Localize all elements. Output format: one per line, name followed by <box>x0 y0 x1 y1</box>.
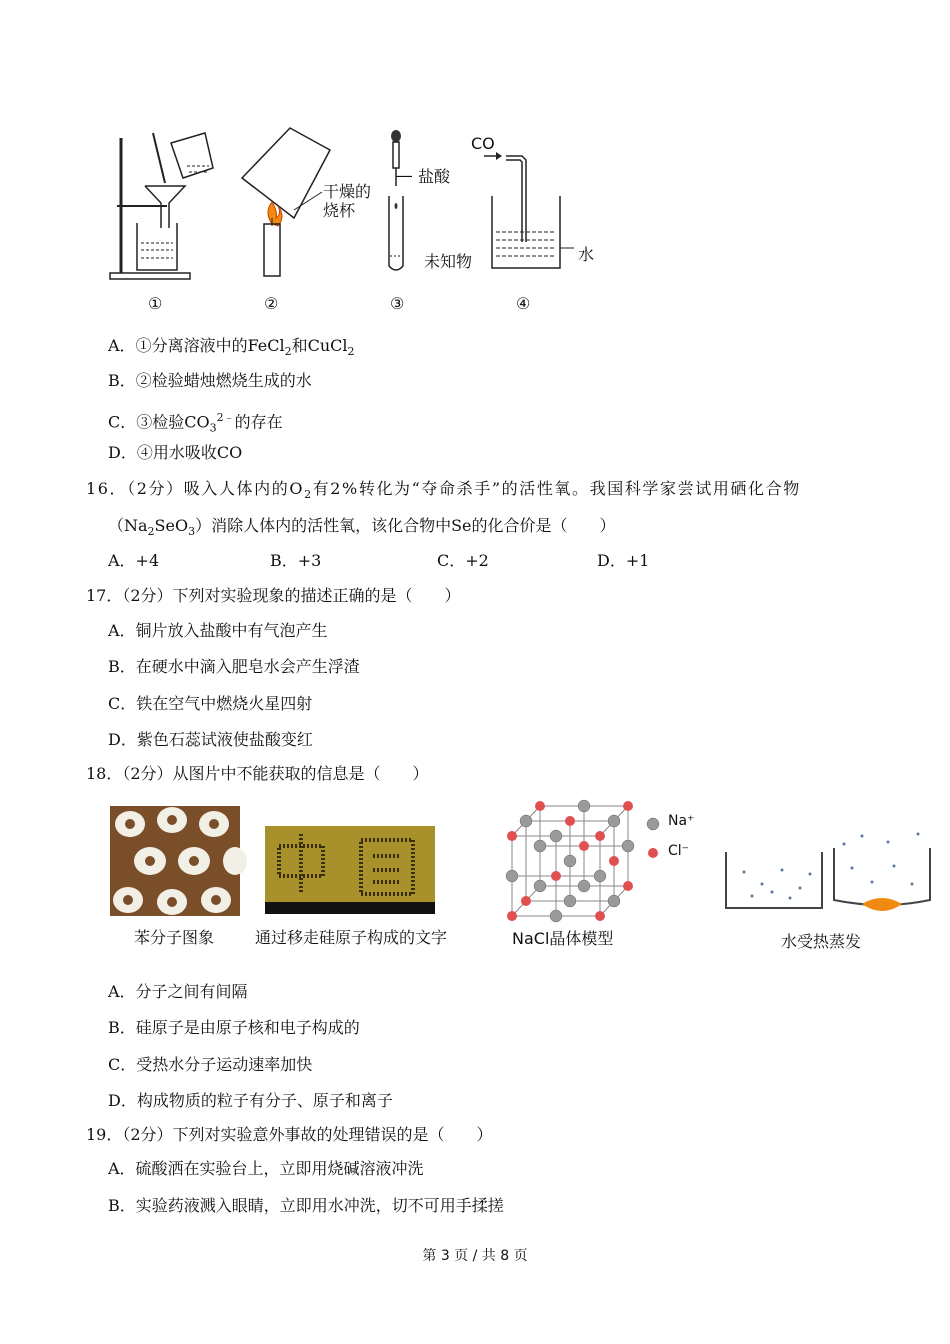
hydrochloric-acid-text: 盐酸 <box>418 167 451 186</box>
q17-option-a: A．铜片放入盐酸中有气泡产生 <box>108 621 328 640</box>
apparatus-figure-1 <box>105 128 225 288</box>
na-ion-legend-icon <box>646 817 660 831</box>
cl-ion-legend-icon <box>646 846 660 860</box>
q15-option-c: C．③检验$CO_3^{2﹣}$的存在 <box>108 411 283 435</box>
figure-label-2: ② <box>264 294 279 313</box>
unknown-substance-label: 未知物 <box>424 252 473 271</box>
apparatus-figure-3 <box>384 128 424 278</box>
page-footer: 第 3 页 / 共 8 页 <box>422 1248 528 1264</box>
q15-option-b: B．②检验蜡烛燃烧生成的水 <box>108 371 312 390</box>
q17-option-b: B．在硬水中滴入肥皂水会产生浮渣 <box>108 657 360 676</box>
q19-option-a: A．硫酸洒在实验台上，立即用烧碱溶液冲洗 <box>108 1159 424 1178</box>
q17-option-c: C．铁在空气中燃烧火星四射 <box>108 694 313 713</box>
q16-stem-line1: 16．（2分）吸入人体内的$O_2$有2%转化为“夺命杀手”的活性氧。我国科学家尝试用硒化合物 <box>86 479 801 502</box>
caption-benzene: 苯分子图象 <box>134 928 215 947</box>
q15-option-d: D．④用水吸收CO <box>108 443 243 462</box>
figure-label-3: ③ <box>390 294 405 313</box>
silicon-atom-text-image <box>265 826 435 914</box>
benzene-molecule-image <box>110 806 240 916</box>
q17-stem: 17．（2分）下列对实验现象的描述正确的是（ ） <box>86 586 461 605</box>
q18-stem: 18．（2分）从图片中不能获取的信息是（ ） <box>86 764 429 783</box>
dry-beaker-label: 干燥的 烧杯 <box>323 182 372 220</box>
hydrochloric-acid-label: ― <box>396 166 412 185</box>
figure-label-1: ① <box>148 294 163 313</box>
q16-option-c: C．+2 <box>437 551 489 570</box>
q18-option-d: D．构成物质的粒子有分子、原子和离子 <box>108 1091 393 1110</box>
q19-option-b: B．实验药液溅入眼睛，立即用水冲洗，切不可用手揉搓 <box>108 1196 504 1215</box>
q18-option-a: A．分子之间有间隔 <box>108 982 248 1001</box>
na-ion-legend-label: Na⁺ <box>668 813 695 829</box>
q18-option-c: C．受热水分子运动速率加快 <box>108 1055 313 1074</box>
figure-label-4: ④ <box>516 294 531 313</box>
q16-option-d: D．+1 <box>597 551 650 570</box>
flame-icon <box>268 202 282 226</box>
caption-nacl: NaCl晶体模型 <box>512 929 614 948</box>
q16-stem-line2: $(Na_2SeO_3)$消除人体内的活性氧，该化合物中Se的化合价是（ ） <box>108 516 616 539</box>
q16-option-a: A．+4 <box>108 551 160 570</box>
nacl-crystal-model <box>500 798 650 923</box>
caption-water: 水受热蒸发 <box>781 932 862 951</box>
cl-ion-legend-label: Cl⁻ <box>668 843 690 859</box>
caption-silicon: 通过移走硅原子构成的文字 <box>255 928 448 947</box>
water-label: 水 <box>578 245 595 264</box>
q19-stem: 19．（2分）下列对实验意外事故的处理错误的是（ ） <box>86 1125 493 1144</box>
q17-option-d: D．紫色石蕊试液使盐酸变红 <box>108 730 313 749</box>
water-evaporation-image <box>722 838 936 916</box>
q18-option-b: B．硅原子是由原子核和电子构成的 <box>108 1018 360 1037</box>
co-label: CO <box>471 134 495 153</box>
q16-option-b: B．+3 <box>270 551 322 570</box>
q15-option-a: A．①分离溶液中的FeCl$_2$和CuCl$_2$ <box>108 336 355 359</box>
